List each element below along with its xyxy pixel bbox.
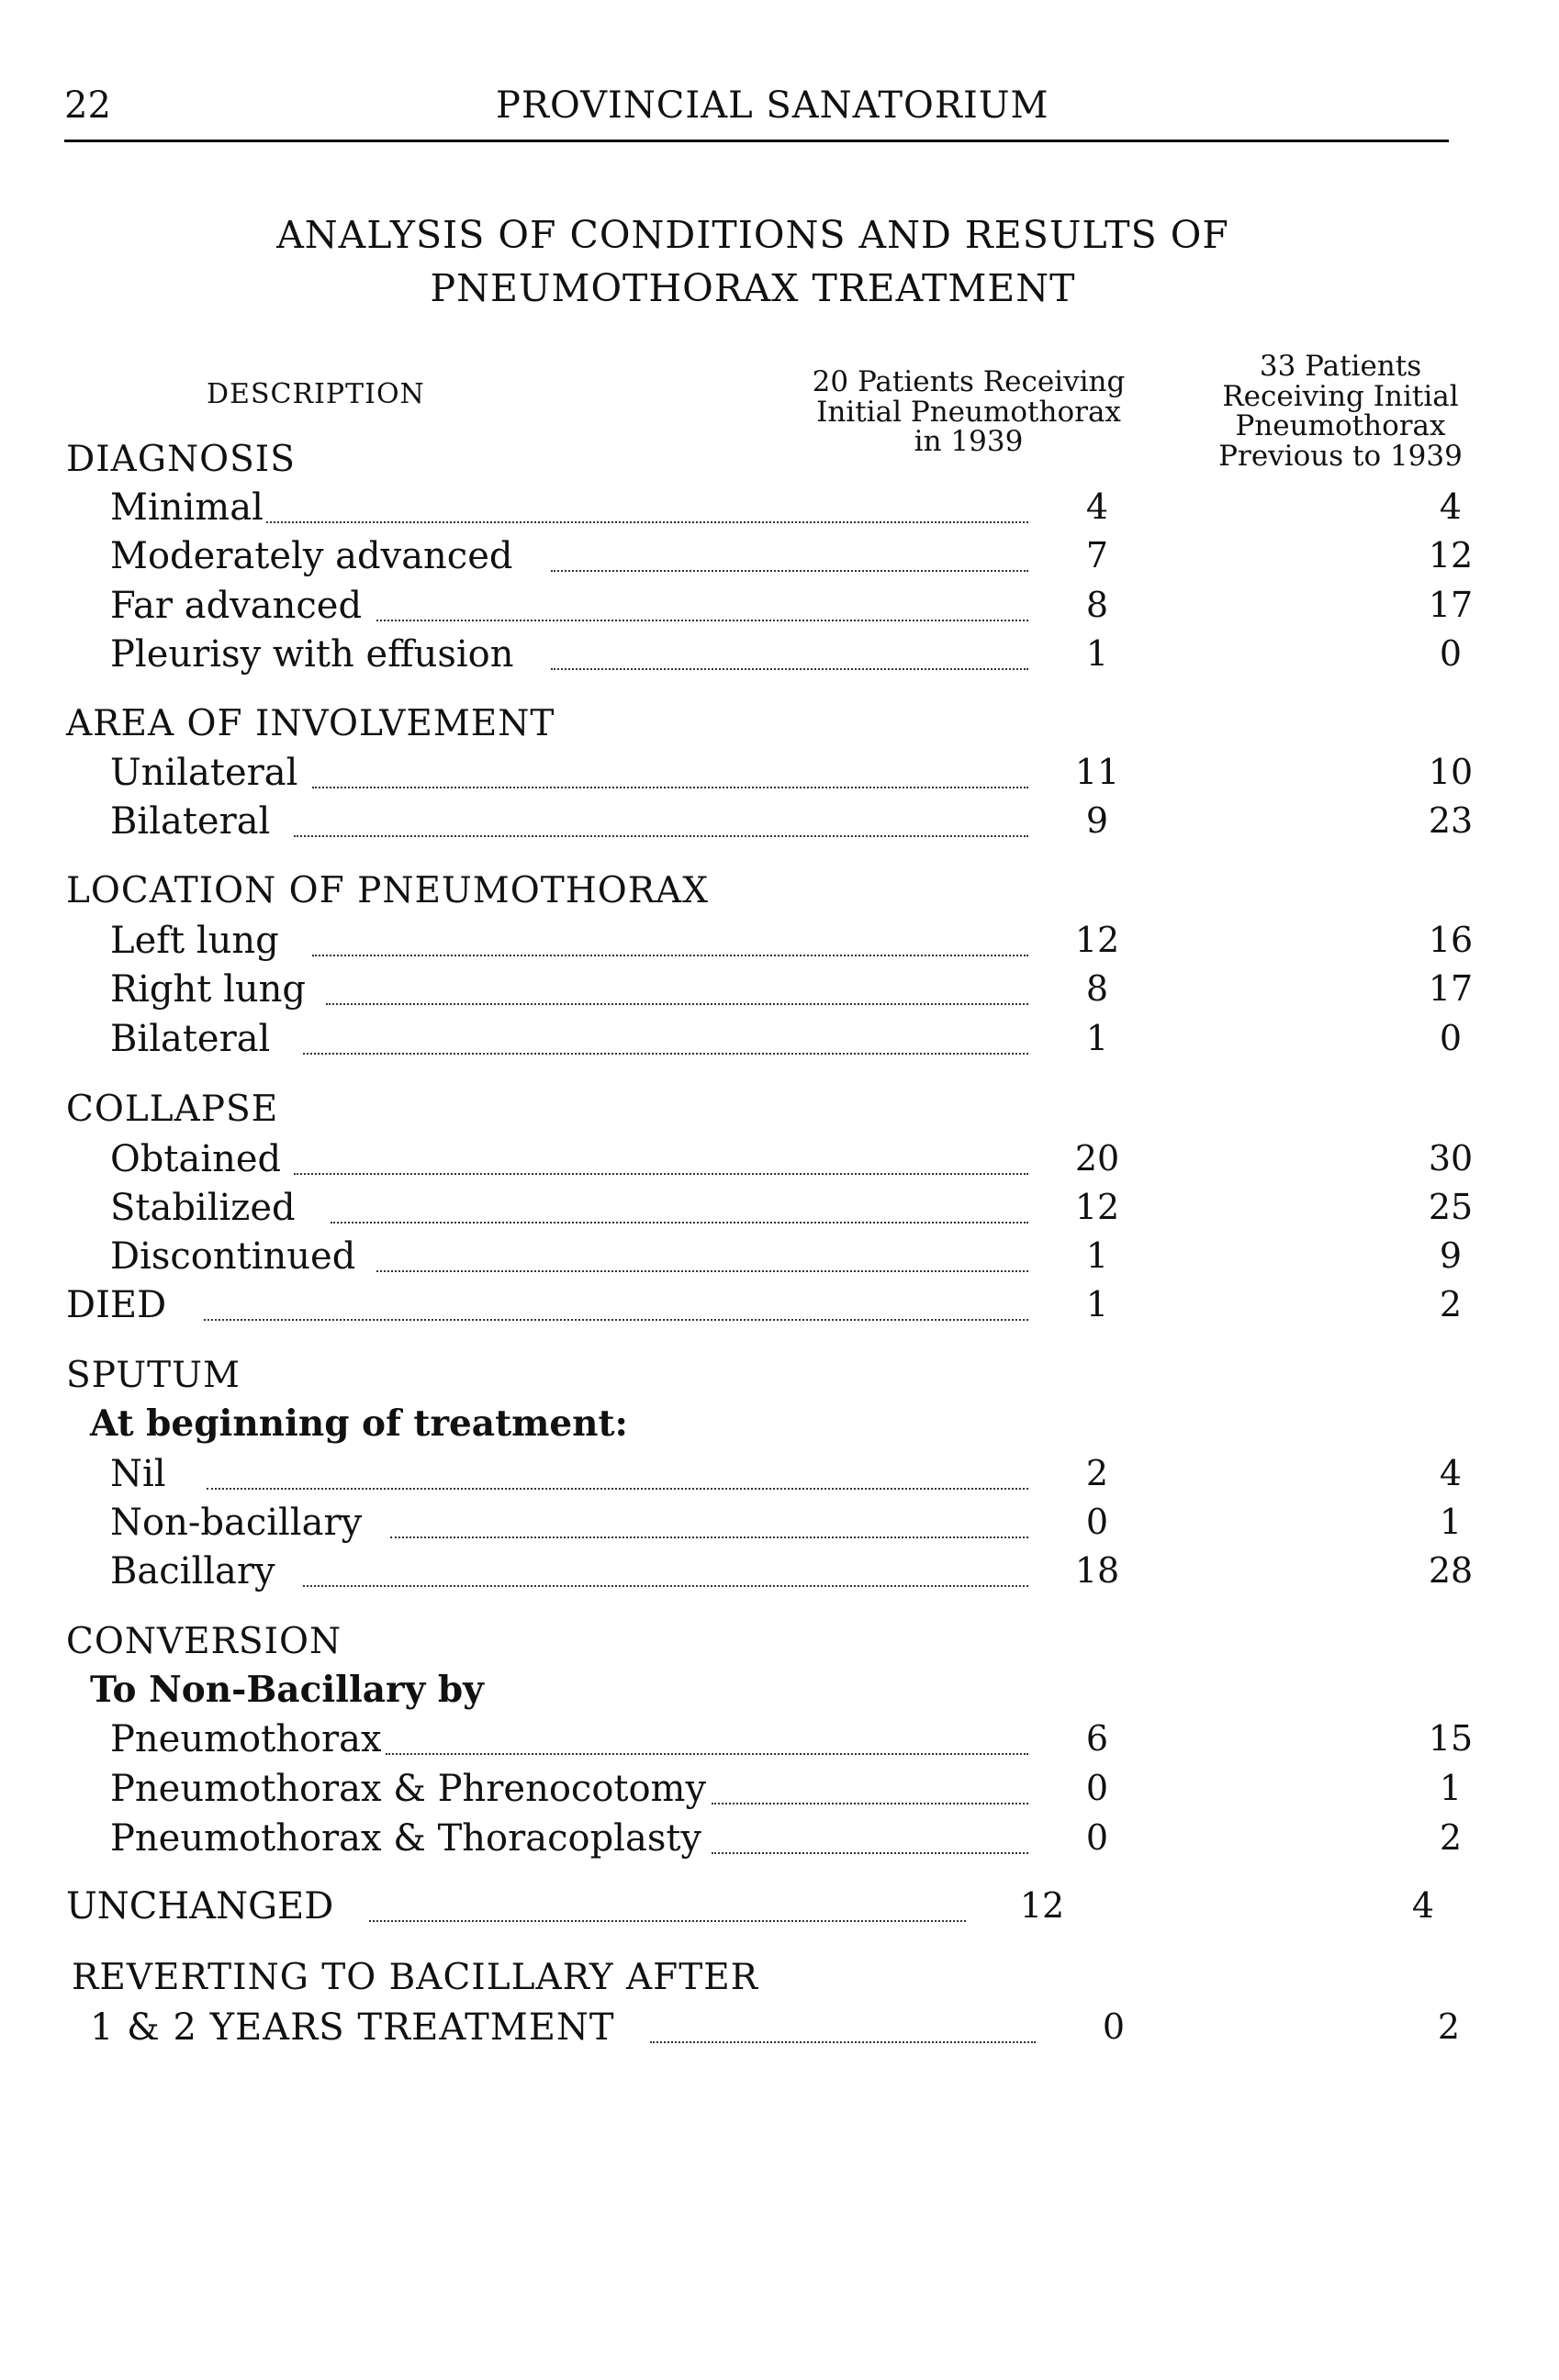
value-1939: 2 <box>1085 1453 1109 1493</box>
value-previous: 10 <box>1428 752 1474 792</box>
row-label: Discontinued <box>110 1235 356 1278</box>
dot-leader <box>551 570 1028 572</box>
value-1939: 7 <box>1085 535 1109 575</box>
dot-leader <box>712 1803 1028 1805</box>
dot-leader <box>312 955 1028 956</box>
value-previous: 1 <box>1439 1502 1463 1542</box>
value-previous: 28 <box>1428 1550 1474 1591</box>
value-1939: 12 <box>1074 1187 1120 1227</box>
table-row <box>110 1235 1463 1281</box>
value-1939: 20 <box>1074 1138 1120 1179</box>
value-1939: 0 <box>1085 1502 1109 1542</box>
dot-leader <box>390 1536 1028 1538</box>
table-row <box>66 1885 1435 1931</box>
table-row <box>110 1187 1474 1233</box>
column-1-header-line: Initial Pneumothorax <box>816 395 1121 429</box>
dot-leader <box>369 1920 966 1922</box>
table-row <box>110 1018 1463 1064</box>
dot-leader <box>312 787 1028 788</box>
value-previous: 4 <box>1439 1453 1463 1493</box>
column-1-header-line: in 1939 <box>914 425 1024 459</box>
dot-leader <box>376 620 1028 621</box>
value-previous: 2 <box>1439 1284 1463 1324</box>
dot-leader <box>294 1173 1028 1175</box>
row-label: DIED <box>66 1284 167 1326</box>
column-2-header-line: Previous to 1939 <box>1218 439 1463 473</box>
value-1939: 8 <box>1085 968 1109 1009</box>
value-1939: 0 <box>1085 1817 1109 1858</box>
header-rule <box>64 140 1449 142</box>
row-label: Nil <box>110 1453 166 1495</box>
value-previous: 4 <box>1411 1885 1435 1926</box>
dot-leader <box>303 1053 1028 1055</box>
row-label: Bilateral <box>110 1018 271 1060</box>
row-label: Minimal <box>110 486 264 529</box>
column-1-header <box>790 367 1148 457</box>
dot-leader <box>207 1488 1028 1490</box>
table-row <box>110 585 1474 631</box>
sputum-subtitle: At beginning of treatment: <box>90 1402 628 1445</box>
row-label: Right lung <box>110 968 306 1011</box>
section-conversion: CONVERSION <box>66 1621 342 1662</box>
table-row <box>66 1284 1463 1330</box>
table-row <box>110 752 1474 798</box>
table-row <box>110 1138 1474 1184</box>
table-row <box>110 800 1474 846</box>
value-previous: 17 <box>1428 585 1474 625</box>
value-previous: 30 <box>1428 1138 1474 1179</box>
column-2-header-line: Receiving Initial <box>1222 379 1459 413</box>
value-1939: 1 <box>1085 1235 1109 1276</box>
section-collapse: COLLAPSE <box>66 1089 279 1130</box>
section-area-of-involvement: AREA OF INVOLVEMENT <box>66 703 555 744</box>
page-number: 22 <box>64 84 111 127</box>
section-location: LOCATION OF PNEUMOTHORAX <box>66 870 709 911</box>
table-row <box>110 968 1474 1014</box>
row-label: Left lung <box>110 920 279 962</box>
dot-leader <box>266 521 1028 523</box>
value-1939: 0 <box>1085 1768 1109 1808</box>
value-previous: 15 <box>1428 1718 1474 1759</box>
row-label: Unilateral <box>110 752 298 794</box>
conversion-subtitle: To Non-Bacillary by <box>90 1669 484 1711</box>
dot-leader <box>376 1270 1028 1272</box>
row-label: UNCHANGED <box>66 1885 334 1927</box>
dot-leader <box>204 1319 1028 1321</box>
column-2-header-line: 33 Patients <box>1259 350 1422 383</box>
table-row <box>110 1718 1474 1764</box>
column-1-header-line: 20 Patients Receiving <box>812 365 1126 398</box>
table-row <box>110 486 1463 532</box>
row-label: Bacillary <box>110 1550 275 1592</box>
row-label: Stabilized <box>110 1187 296 1229</box>
section-sputum: SPUTUM <box>66 1355 241 1396</box>
table-row <box>110 1502 1463 1548</box>
value-previous: 9 <box>1439 1235 1463 1276</box>
dot-leader <box>650 2041 1036 2043</box>
column-2-header-line: Pneumothorax <box>1235 409 1446 443</box>
value-1939: 12 <box>1019 1885 1065 1926</box>
value-1939: 9 <box>1085 800 1109 841</box>
dot-leader <box>294 835 1028 837</box>
table-row <box>110 1768 1463 1814</box>
value-previous: 17 <box>1428 968 1474 1009</box>
value-previous: 2 <box>1437 2006 1461 2047</box>
dot-leader <box>303 1585 1028 1587</box>
row-label: Moderately advanced <box>110 535 513 577</box>
value-previous: 0 <box>1439 633 1463 674</box>
value-previous: 2 <box>1439 1817 1463 1858</box>
running-header <box>64 84 1449 140</box>
row-label: Far advanced <box>110 585 363 627</box>
value-previous: 12 <box>1428 535 1474 575</box>
value-1939: 0 <box>1102 2006 1126 2047</box>
value-1939: 1 <box>1085 633 1109 674</box>
row-label: Obtained <box>110 1138 282 1180</box>
dot-leader <box>386 1753 1028 1755</box>
table-row <box>110 633 1463 679</box>
running-title: PROVINCIAL SANATORIUM <box>496 84 1049 127</box>
table-title-line-1: ANALYSIS OF CONDITIONS AND RESULTS OF <box>276 213 1229 257</box>
description-column-header: DESCRIPTION <box>207 378 425 410</box>
value-1939: 18 <box>1074 1550 1120 1591</box>
table-row <box>110 920 1474 966</box>
value-previous: 1 <box>1439 1768 1463 1808</box>
value-1939: 1 <box>1085 1284 1109 1324</box>
value-previous: 4 <box>1439 486 1463 527</box>
table-row <box>110 1817 1463 1863</box>
row-label: Pneumothorax <box>110 1718 382 1760</box>
table-title-line-2: PNEUMOTHORAX TREATMENT <box>430 266 1076 310</box>
dot-leader <box>551 668 1028 670</box>
table-row <box>110 1550 1474 1596</box>
dot-leader <box>712 1852 1028 1854</box>
value-1939: 4 <box>1085 486 1109 527</box>
value-1939: 1 <box>1085 1018 1109 1058</box>
value-previous: 25 <box>1428 1187 1474 1227</box>
dot-leader <box>331 1222 1028 1224</box>
value-1939: 11 <box>1074 752 1120 792</box>
section-reverting: REVERTING TO BACILLARY AFTER <box>72 1957 759 1998</box>
table-row <box>110 535 1474 581</box>
row-label: 1 & 2 YEARS TREATMENT <box>90 2006 615 2049</box>
value-previous: 0 <box>1439 1018 1463 1058</box>
table-row <box>110 1453 1463 1499</box>
row-label: Bilateral <box>110 800 271 843</box>
row-label: Pneumothorax & Phrenocotomy <box>110 1768 707 1810</box>
value-previous: 16 <box>1428 920 1474 960</box>
row-label: Pleurisy with effusion <box>110 633 514 676</box>
dot-leader <box>326 1003 1028 1005</box>
column-2-header <box>1171 352 1510 471</box>
value-previous: 23 <box>1428 800 1474 841</box>
table-row <box>90 2006 1461 2052</box>
value-1939: 12 <box>1074 920 1120 960</box>
value-1939: 6 <box>1085 1718 1109 1759</box>
row-label: Non-bacillary <box>110 1502 363 1544</box>
section-diagnosis: DIAGNOSIS <box>66 439 296 480</box>
value-1939: 8 <box>1085 585 1109 625</box>
row-label: Pneumothorax & Thoracoplasty <box>110 1817 702 1860</box>
